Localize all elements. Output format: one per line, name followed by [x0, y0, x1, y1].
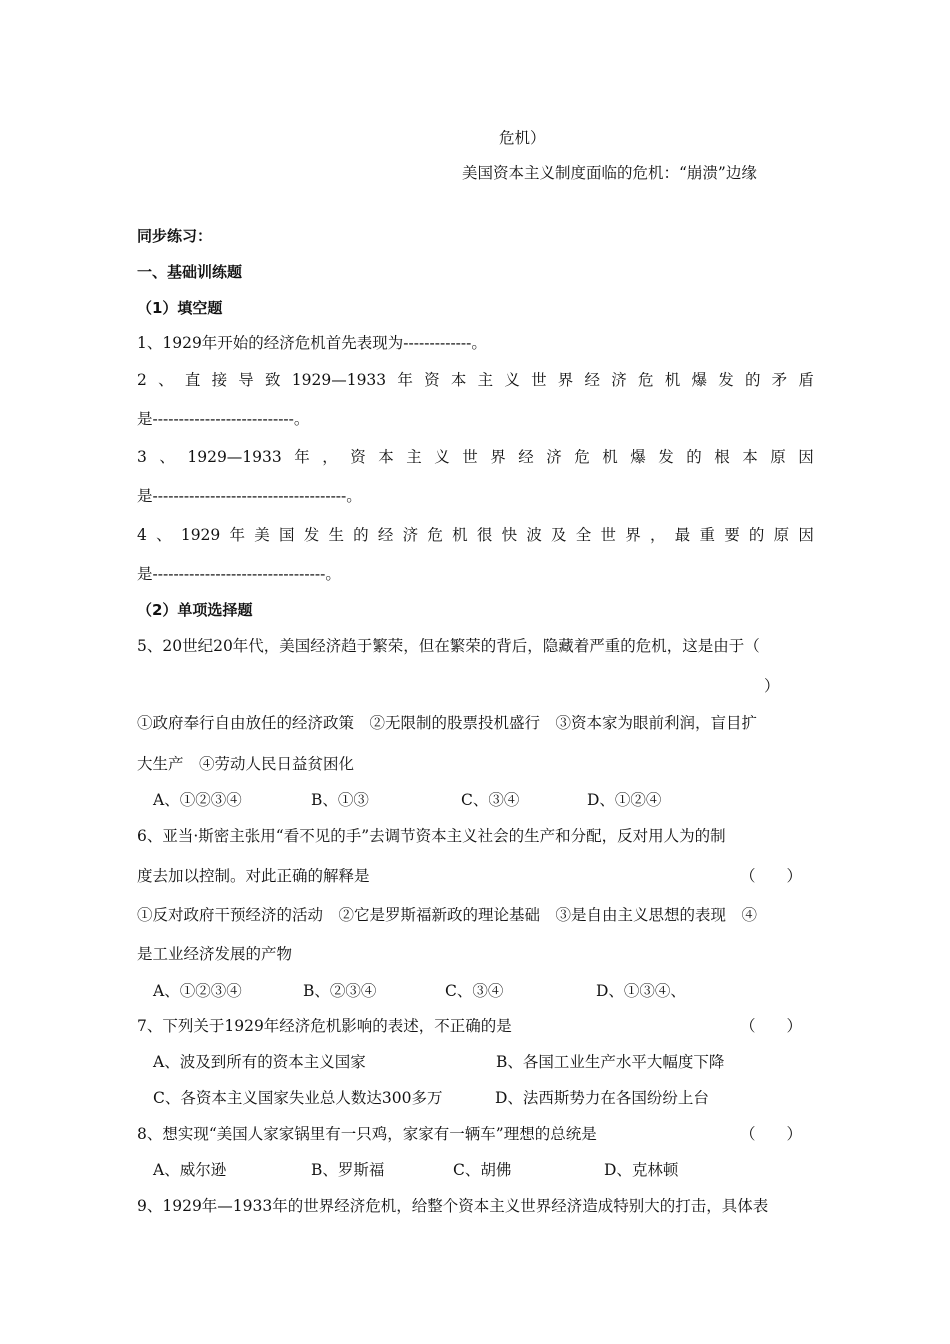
justified-char: 本	[450, 371, 467, 389]
justified-char: 、	[159, 448, 175, 466]
justified-char: 1929	[180, 526, 221, 544]
header-line-2: 美国资本主义制度面临的危机：“崩溃”边缘	[462, 164, 757, 182]
justified-char: 致	[265, 371, 281, 389]
justified-char: 3	[137, 448, 147, 466]
justified-char: 主	[406, 448, 422, 466]
justified-char: 界	[557, 371, 574, 389]
justified-char: 机	[664, 371, 681, 389]
section-single-choice-heading: （2）单项选择题	[137, 601, 253, 619]
question-7-option-c: C、各资本主义国家失业总人数达300多万	[153, 1089, 443, 1107]
justified-char: 的	[744, 371, 761, 389]
justified-char: 美	[254, 526, 270, 544]
question-8-option-b: B、罗斯福	[311, 1161, 385, 1179]
justified-char: 危	[574, 448, 590, 466]
question-6-items-2: 是工业经济发展的产物	[137, 945, 293, 963]
justified-char: 因	[798, 448, 814, 466]
justified-char: 资	[350, 448, 366, 466]
question-7-option-b: B、各国工业生产水平大幅度下降	[496, 1053, 725, 1071]
question-7-option-a: A、波及到所有的资本主义国家	[153, 1053, 366, 1071]
justified-char: 界	[625, 526, 641, 544]
justified-char: 年	[229, 526, 246, 544]
justified-char: 因	[798, 526, 814, 544]
justified-char: 重	[699, 526, 715, 544]
question-5-option-d: D、①②④	[587, 791, 662, 809]
justified-char: 国	[278, 526, 295, 544]
question-5-items-1: ①政府奉行自由放任的经济政策 ②无限制的股票投机盛行 ③资本家为眼前利润，盲目扩	[137, 714, 758, 732]
question-6-option-a: A、①②③④	[153, 982, 242, 1000]
justified-char: 爆	[691, 371, 707, 389]
justified-char: 世	[600, 526, 617, 544]
justified-char: 济	[402, 526, 419, 544]
justified-char: 经	[377, 526, 394, 544]
question-5-stem: 5、20世纪20年代，美国经济趋于繁荣，但在繁荣的背后，隐藏着严重的危机，这是由于（	[137, 637, 760, 655]
justified-char: 、	[158, 371, 174, 389]
question-8-option-c: C、胡佛	[453, 1161, 512, 1179]
question-6-option-b: B、②③④	[303, 982, 377, 1000]
question-6-paren: （ ）	[740, 867, 803, 885]
justified-char: 直	[184, 371, 201, 389]
justified-char: 发	[303, 526, 320, 544]
question-4-line-1	[137, 525, 814, 545]
justified-char: 机	[602, 448, 618, 466]
justified-char: ，	[322, 448, 338, 466]
justified-char: 经	[518, 448, 534, 466]
question-1: 1、1929年开始的经济危机首先表现为-------------。	[137, 334, 487, 352]
question-2-line-2: 是---------------------------。	[137, 410, 310, 428]
justified-char: ，	[649, 526, 666, 544]
question-7-paren: （ ）	[740, 1017, 803, 1035]
justified-char: 2	[137, 371, 147, 389]
justified-char: 原	[770, 448, 786, 466]
question-6-option-d: D、①③④、	[596, 982, 686, 1000]
justified-char: 的	[748, 526, 765, 544]
question-5-option-b: B、①③	[311, 791, 369, 809]
section-practice-heading: 同步练习：	[137, 227, 213, 245]
justified-char: 盾	[798, 371, 814, 389]
justified-char: 义	[504, 371, 520, 389]
justified-char: 波	[526, 526, 542, 544]
justified-char: 及	[551, 526, 567, 544]
section-fill-heading: （1）填空题	[137, 299, 223, 317]
justified-char: 最	[674, 526, 691, 544]
justified-char: 快	[501, 526, 518, 544]
question-6-option-c: C、③④	[445, 982, 504, 1000]
justified-char: 根	[714, 448, 730, 466]
justified-char: 1929—1933	[187, 448, 282, 466]
question-9-stem: 9、1929年—1933年的世界经济危机，给整个资本主义世界经济造成特别大的打击，具体表	[137, 1197, 769, 1215]
justified-char: 1929—1933	[291, 371, 387, 389]
justified-char: 世	[531, 371, 547, 389]
question-6-items-1: ①反对政府干预经济的活动 ②它是罗斯福新政的理论基础 ③是自由主义思想的表现 ④	[137, 906, 758, 924]
question-6-stem-2: 度去加以控制。对此正确的解释是	[137, 867, 370, 885]
justified-char: 的	[353, 526, 369, 544]
justified-char: 爆	[630, 448, 646, 466]
question-6-stem-1: 6、亚当·斯密主张用“看不见的手”去调节资本主义社会的生产和分配，反对用人为的制	[137, 827, 726, 845]
justified-char: 本	[742, 448, 758, 466]
question-8-paren: （ ）	[740, 1125, 803, 1143]
justified-char: 经	[584, 371, 601, 389]
justified-char: 全	[575, 526, 592, 544]
justified-char: 义	[434, 448, 450, 466]
question-7-stem: 7、下列关于1929年经济危机影响的表述，不正确的是	[137, 1017, 512, 1035]
question-4-line-2: 是---------------------------------。	[137, 565, 341, 583]
question-2-line-1	[137, 370, 814, 390]
header-line-1: 危机）	[499, 129, 546, 147]
justified-char: 主	[477, 371, 494, 389]
justified-char: 济	[546, 448, 562, 466]
justified-char: 年	[397, 371, 413, 389]
justified-char: 4	[137, 526, 147, 544]
justified-char: 导	[238, 371, 254, 389]
justified-char: 接	[211, 371, 228, 389]
justified-char: 机	[452, 526, 468, 544]
justified-char: 本	[378, 448, 394, 466]
justified-char: 世	[462, 448, 478, 466]
justified-char: 危	[427, 526, 443, 544]
question-8-stem: 8、想实现“美国人家家锅里有一只鸡，家家有一辆车”理想的总统是	[137, 1125, 597, 1143]
question-3-line-1	[137, 447, 814, 467]
question-5-items-2: 大生产 ④劳动人民日益贫困化	[137, 755, 355, 773]
justified-char: 很	[476, 526, 493, 544]
justified-char: 要	[724, 526, 740, 544]
question-7-option-d: D、法西斯势力在各国纷纷上台	[495, 1089, 709, 1107]
justified-char: 的	[686, 448, 702, 466]
justified-char: 年	[294, 448, 310, 466]
justified-char: 生	[328, 526, 344, 544]
justified-char: 济	[611, 371, 627, 389]
question-5-option-c: C、③④	[461, 791, 520, 809]
section-basic-heading: 一、基础训练题	[137, 263, 243, 281]
justified-char: 资	[424, 371, 440, 389]
justified-char: 发	[718, 371, 734, 389]
question-5-paren: ）	[764, 677, 780, 695]
question-8-option-d: D、克林顿	[604, 1161, 679, 1179]
question-5-option-a: A、①②③④	[153, 791, 242, 809]
question-8-option-a: A、威尔逊	[153, 1161, 227, 1179]
question-3-line-2: 是-------------------------------------。	[137, 487, 362, 505]
justified-char: 危	[638, 371, 654, 389]
justified-char: 原	[773, 526, 790, 544]
justified-char: 界	[490, 448, 506, 466]
justified-char: 、	[156, 526, 172, 544]
justified-char: 发	[658, 448, 674, 466]
justified-char: 矛	[771, 371, 788, 389]
